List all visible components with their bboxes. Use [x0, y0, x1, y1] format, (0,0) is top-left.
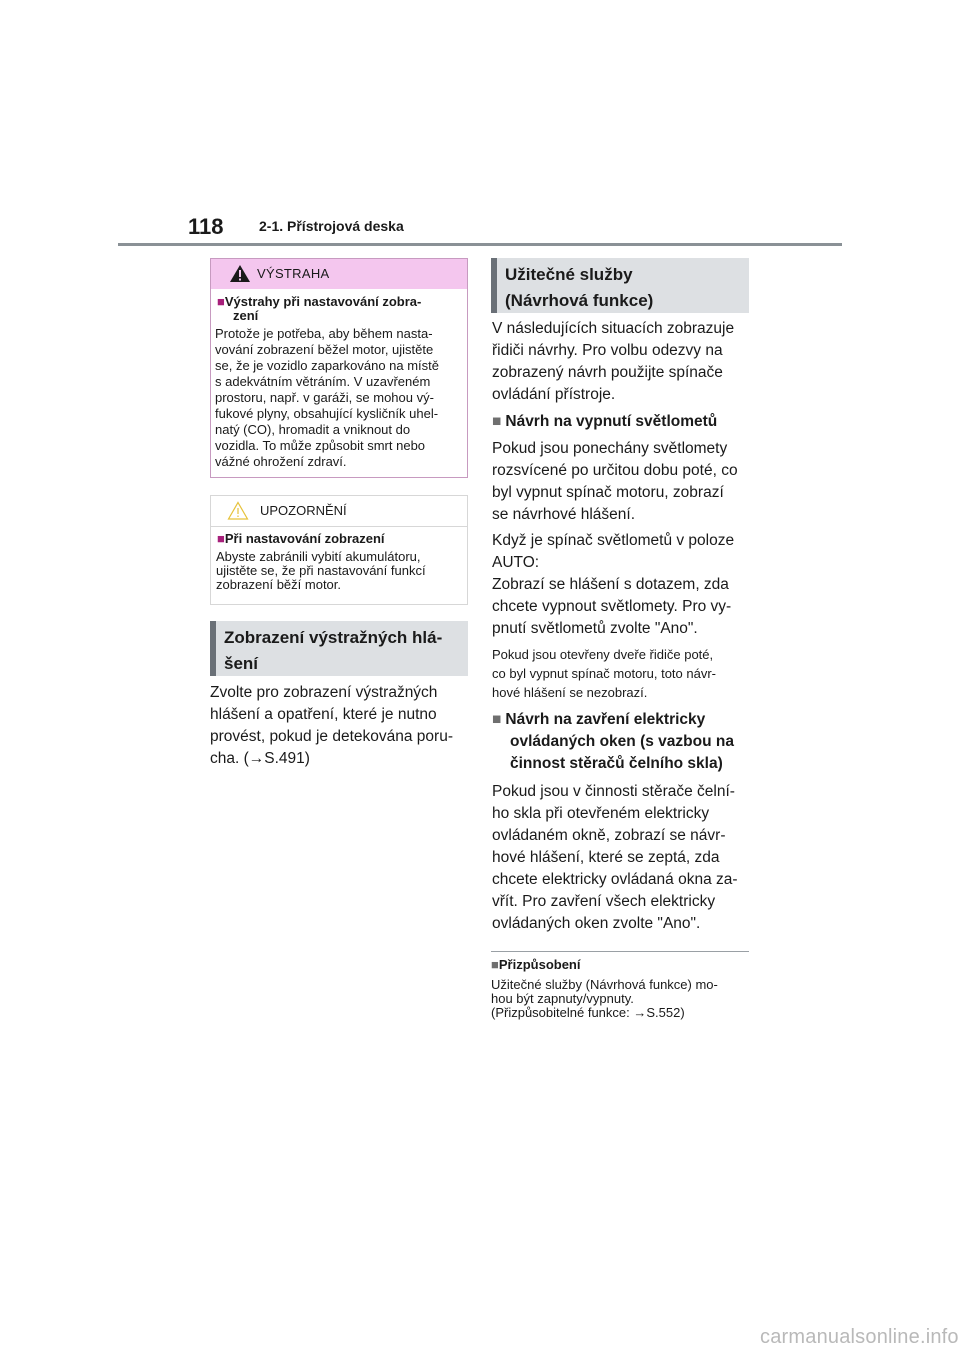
useful-services-intro [492, 318, 750, 406]
page-reference-link: cha. (→S.491) [210, 750, 310, 767]
headlights-paragraph [492, 438, 750, 526]
bullet-square-icon: ■ [217, 531, 225, 546]
section-heading-useful-services [491, 258, 749, 313]
body-line: Pokud jsou ponechány světlomety [492, 440, 728, 457]
note-line: hové hlášení se nezobrazí. [492, 685, 648, 700]
caution-body [216, 550, 464, 592]
section-heading-line: šení [224, 654, 259, 673]
customization-body [491, 978, 749, 1020]
subheading-line-1 [492, 711, 705, 728]
note-line: co byl vypnut spínač motoru, toto návr- [492, 666, 716, 681]
caution-body-line: zobrazení běží motor. [216, 577, 342, 592]
warning-header [211, 259, 467, 289]
caution-subheading-text: Při nastavování zobrazení [224, 531, 385, 546]
customization-line: hou být zapnuty/vypnuty. [491, 991, 634, 1006]
body-line: chcete vypnout světlomety. Pro vy- [492, 598, 732, 615]
body-line: AUTO: [492, 554, 540, 571]
customization-heading [491, 957, 580, 972]
section-heading-text [216, 621, 468, 677]
section-heading-line: Užitečné služby [505, 265, 633, 284]
warning-body-line: s adekvátním větráním. V uzavřeném [215, 374, 431, 389]
header-divider [118, 243, 842, 246]
body-line: rozsvícené po určitou dobu poté, co [492, 462, 738, 479]
warning-subheading [217, 295, 463, 323]
body-line: Když je spínač světlometů v poloze [492, 532, 735, 549]
caution-subheading [217, 531, 385, 546]
subheading-text: Návrh na vypnutí světlometů [505, 413, 718, 430]
warning-body-line: prostoru, např. v garáži, se mohou vý- [215, 390, 434, 405]
watermark: carmanualsonline.info [760, 1326, 959, 1348]
bullet-square-icon: ■ [491, 957, 499, 972]
section-heading-warning-messages [210, 621, 468, 676]
subheading-line: činnost stěračů čelního skla) [510, 755, 723, 772]
body-line: ho skla při otevřeném elektricky [492, 805, 710, 822]
warning-body-line: se, že je vozidlo zaparkováno na místě [215, 358, 440, 373]
customization-line: Užitečné služby (Návrhová funkce) mo- [491, 977, 718, 992]
warning-triangle-icon [229, 264, 251, 283]
section-heading-line: Zobrazení výstražných hlá- [224, 628, 443, 647]
warning-box [210, 258, 468, 478]
page-reference-link: (Přizpůsobitelné funkce: →S.552) [491, 1005, 685, 1020]
subheading-text: Návrh na zavření elektricky [505, 711, 706, 728]
body-line: ovládání přístroje. [492, 386, 616, 403]
body-line: se návrhové hlášení. [492, 506, 636, 523]
warning-body-line: vování zobrazení běžel motor, ujistěte [215, 342, 434, 357]
caution-triangle-icon [227, 501, 249, 520]
subheading-headlights [492, 411, 750, 433]
note-line: Pokud jsou otevřeny dveře řidiče poté, [492, 647, 714, 662]
body-line: pnutí světlometů zvolte "Ano". [492, 620, 698, 637]
warning-body-line: vážné ohrožení zdraví. [215, 454, 347, 469]
body-line: byl vypnut spínač motoru, zobrazí [492, 484, 724, 501]
body-line: hlášení a opatření, které je nutno [210, 706, 437, 723]
body-line: Zvolte pro zobrazení výstražných [210, 684, 438, 701]
caution-body-line: Abyste zabránili vybití akumulátoru, [216, 549, 421, 564]
chapter-title: 2-1. Přístrojová deska [259, 218, 404, 234]
caution-box [210, 495, 468, 605]
bullet-square-icon: ■ [492, 413, 502, 430]
bullet-square-icon: ■ [492, 711, 502, 728]
body-line: chcete elektricky ovládaná okna za- [492, 871, 738, 888]
body-line: provést, pokud je detekována poru- [210, 728, 453, 745]
bullet-square-icon: ■ [217, 294, 225, 309]
body-line: hové hlášení, které se zeptá, zda [492, 849, 720, 866]
warning-subheading-line: zení [233, 308, 259, 323]
caution-body-line: ujistěte se, že při nastavování funkcí [216, 563, 426, 578]
warning-body-line: vozidla. To může způsobit smrt nebo [215, 438, 426, 453]
warning-title: VÝSTRAHA [257, 266, 330, 281]
body-line: zobrazený návrh použijte spínače [492, 364, 723, 381]
body-line: řidiči návrhy. Pro volbu odezvy na [492, 342, 723, 359]
subheading-power-windows [492, 709, 750, 775]
customization-divider [491, 951, 749, 952]
body-line: vřít. Pro zavření všech elektricky [492, 893, 716, 910]
headlights-note [492, 645, 748, 702]
power-windows-paragraph [492, 781, 750, 935]
body-line: Pokud jsou v činnosti stěrače čelní- [492, 783, 735, 800]
section-heading-text [497, 258, 749, 314]
warning-body-line: Protože je potřeba, aby během nasta- [215, 326, 433, 341]
warning-subheading-line: Výstrahy při nastavování zobra- [224, 294, 422, 309]
warning-body-line: fukové plyny, obsahující kysličník uhel- [215, 406, 439, 421]
caution-header [211, 496, 467, 527]
body-line: Zobrazí se hlášení s dotazem, zda [492, 576, 729, 593]
headlights-auto-paragraph [492, 530, 750, 640]
customization-heading-text: Přizpůsobení [498, 957, 581, 972]
body-line: ovládaných oken zvolte "Ano". [492, 915, 701, 932]
body-line: ovládaném okně, zobrazí se návr- [492, 827, 726, 844]
body-line: V následujících situacích zobrazuje [492, 320, 735, 337]
warning-messages-body [210, 682, 468, 770]
warning-body-line: natý (CO), hromadit a vniknout do [215, 422, 411, 437]
warning-body [215, 326, 465, 470]
subheading-line: ovládaných oken (s vazbou na [510, 733, 734, 750]
caution-title: UPOZORNĚNÍ [260, 503, 347, 518]
page-number: 118 [188, 214, 224, 239]
section-heading-line: (Návrhová funkce) [505, 291, 654, 310]
